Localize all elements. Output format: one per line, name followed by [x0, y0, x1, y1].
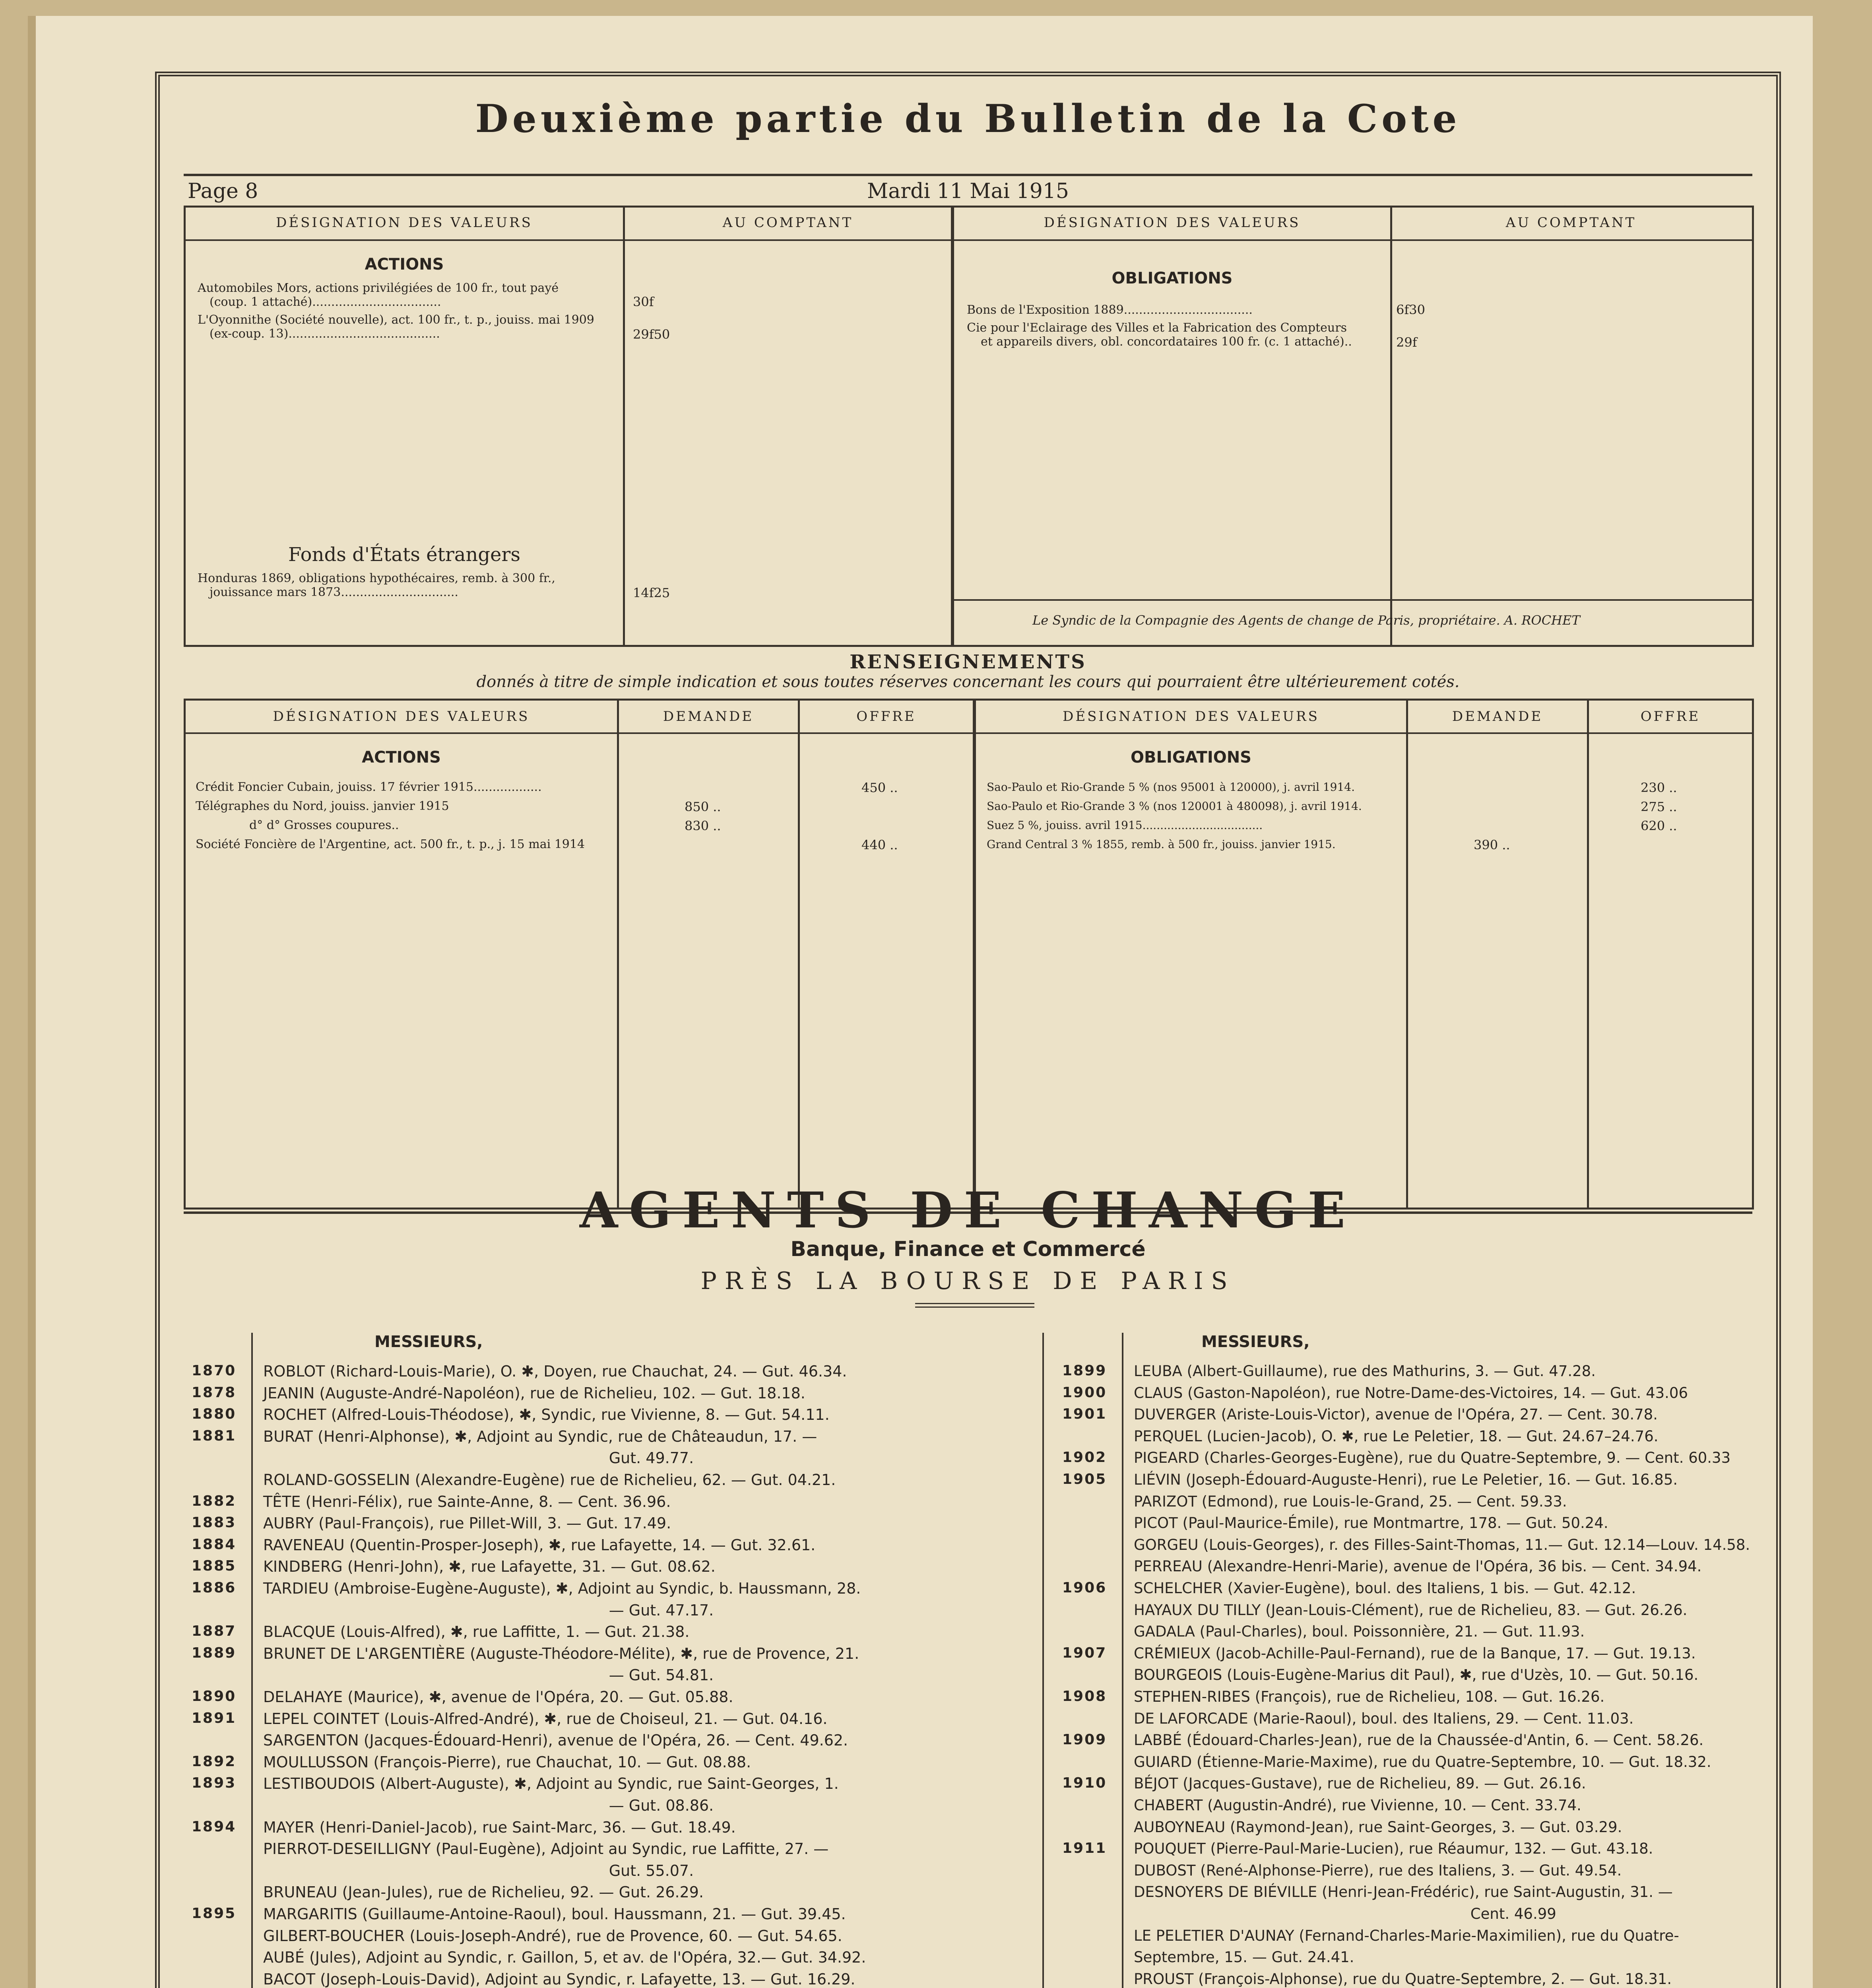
- col-header-designation: DÉSIGNATION DES VALEURS: [1044, 215, 1301, 231]
- demande-value: 850 ..: [685, 799, 721, 814]
- agent-year: 1909: [1062, 1732, 1107, 1748]
- bulletin-frame: [155, 72, 1781, 1988]
- agent-year: 1889: [192, 1644, 237, 1661]
- agent-year: 1906: [1062, 1580, 1107, 1596]
- agent-year: 1885: [192, 1558, 237, 1574]
- syndic-signature: Le Syndic de la Compagnie des Agents de change de Paris, propriétaire. A. ROCHET: [1032, 613, 1580, 628]
- agent-year: 1902: [1062, 1449, 1107, 1466]
- renseignements-subtitle: donnés à titre de simple indication et sous toutes réserves concernant les cours qui pourraient être ultérieurement cotés.: [476, 673, 1460, 691]
- agent-entry: TÊTE (Henri-Félix), rue Sainte-Anne, 8. — Cent. 36.96.: [263, 1493, 671, 1510]
- table-row: Sao-Paulo et Rio-Grande 3 % (nos 120001 à 480098), j. avril 1914.: [987, 800, 1362, 813]
- agent-year: 1911: [1062, 1840, 1107, 1857]
- agent-entry: PERREAU (Alexandre-Henri-Marie), avenue de l'Opéra, 36 bis. — Cent. 34.94.: [1134, 1558, 1702, 1575]
- agent-entry: PROUST (François-Alphonse), rue du Quatre-Septembre, 2. — Gut. 18.31.: [1134, 1970, 1672, 1988]
- agent-entry: BURAT (Henri-Alphonse), ✱, Adjoint au Syndic, rue de Châteaudun, 17. —: [263, 1427, 817, 1445]
- list-item: et appareils divers, obl. concordataires 100 fr. (c. 1 attaché)..: [981, 335, 1352, 349]
- agent-entry: — Gut. 08.86.: [263, 1797, 714, 1814]
- table-row: Suez 5 %, jouiss. avril 1915..................................: [987, 819, 1263, 832]
- offre-value: 230 ..: [1641, 780, 1677, 795]
- table-row: Télégraphes du Nord, jouiss. janvier 1915: [196, 799, 449, 813]
- agent-entry: ROBLOT (Richard-Louis-Marie), O. ✱, Doyen, rue Chauchat, 24. — Gut. 46.34.: [263, 1363, 847, 1380]
- offre-value: 275 ..: [1641, 799, 1677, 814]
- agent-entry: CRÉMIEUX (Jacob-Achille-Paul-Fernand), rue de la Banque, 17. — Gut. 19.13.: [1134, 1644, 1696, 1662]
- messieurs-heading: MESSIEURS,: [1201, 1333, 1310, 1351]
- agent-entry: Septembre, 15. — Gut. 24.41.: [1134, 1949, 1354, 1966]
- offre-value: 450 ..: [861, 780, 898, 795]
- table-row: Grand Central 3 % 1855, remb. à 500 fr., jouiss. janvier 1915.: [987, 838, 1336, 851]
- table-row: Crédit Foncier Cubain, jouiss. 17 février 1915..................: [196, 780, 542, 794]
- table-row: Société Foncière de l'Argentine, act. 500 fr., t. p., j. 15 mai 1914: [196, 837, 585, 851]
- agent-year: 1899: [1062, 1363, 1107, 1379]
- agent-entry: — Gut. 54.81.: [263, 1666, 714, 1684]
- agent-entry: KINDBERG (Henri-John), ✱, rue Lafayette, 31. — Gut. 08.62.: [263, 1558, 716, 1576]
- agent-year: 1883: [192, 1514, 237, 1531]
- agent-entry: Cent. 46.99: [1134, 1905, 1556, 1922]
- agent-year: 1887: [192, 1623, 237, 1640]
- page-header-bar: [184, 174, 1752, 206]
- agent-year: 1884: [192, 1536, 237, 1553]
- list-item: Cie pour l'Eclairage des Villes et la Fabrication des Compteurs: [967, 321, 1347, 335]
- agent-entry: BRUNEAU (Jean-Jules), rue de Richelieu, 92. — Gut. 26.29.: [263, 1883, 704, 1901]
- agent-entry: DUBOST (René-Alphonse-Pierre), rue des Italiens, 3. — Gut. 49.54.: [1134, 1862, 1622, 1879]
- col-header-designation: DÉSIGNATION DES VALEURS: [276, 215, 533, 231]
- agent-entry: PARIZOT (Edmond), rue Louis-le-Grand, 25. — Cent. 59.33.: [1134, 1493, 1567, 1510]
- agent-entry: DUVERGER (Ariste-Louis-Victor), avenue de l'Opéra, 27. — Cent. 30.78.: [1134, 1406, 1658, 1423]
- agent-year: 1910: [1062, 1775, 1107, 1792]
- agent-year: 1881: [192, 1427, 237, 1444]
- agent-year: 1892: [192, 1753, 237, 1770]
- price-value: 29f50: [633, 327, 670, 342]
- agent-year: 1880: [192, 1406, 237, 1423]
- agent-entry: Gut. 55.07.: [263, 1862, 694, 1879]
- col-header-offre: OFFRE: [1640, 709, 1701, 724]
- agent-entry: PERQUEL (Lucien-Jacob), O. ✱, rue Le Peletier, 18. — Gut. 24.67–24.76.: [1134, 1427, 1659, 1445]
- agent-entry: MAYER (Henri-Daniel-Jacob), rue Saint-Marc, 36. — Gut. 18.49.: [263, 1818, 736, 1836]
- agent-entry: BLACQUE (Louis-Alfred), ✱, rue Laffitte, 1. — Gut. 21.38.: [263, 1623, 690, 1641]
- col-header-designation: DÉSIGNATION DES VALEURS: [273, 709, 530, 724]
- agent-entry: GILBERT-BOUCHER (Louis-Joseph-André), rue de Provence, 60. — Gut. 54.65.: [263, 1927, 842, 1945]
- price-value: 6f30: [1396, 302, 1425, 317]
- agent-entry: PICOT (Paul-Maurice-Émile), rue Montmartre, 178. — Gut. 50.24.: [1134, 1514, 1608, 1532]
- section-actions: ACTIONS: [365, 255, 444, 274]
- section-obligations: OBLIGATIONS: [1130, 748, 1251, 767]
- agent-entry: AUBRY (Paul-François), rue Pillet-Will, 3. — Gut. 17.49.: [263, 1514, 671, 1532]
- demande-value: 830 ..: [685, 818, 721, 833]
- price-value: 29f: [1396, 335, 1417, 350]
- agent-entry: JEANIN (Auguste-André-Napoléon), rue de Richelieu, 102. — Gut. 18.18.: [263, 1384, 805, 1402]
- agent-entry: TARDIEU (Ambroise-Eugène-Auguste), ✱, Adjoint au Syndic, b. Haussmann, 28.: [263, 1580, 861, 1597]
- agent-entry: PIERROT-DESEILLIGNY (Paul-Eugène), Adjoint au Syndic, rue Laffitte, 27. —: [263, 1840, 829, 1858]
- agent-year: 1901: [1062, 1406, 1107, 1423]
- page-number: Page 8: [188, 179, 258, 203]
- col-header-designation: DÉSIGNATION DES VALEURS: [1063, 709, 1319, 724]
- agent-entry: CHABERT (Augustin-André), rue Vivienne, 10. — Cent. 33.74.: [1134, 1797, 1581, 1814]
- agent-entry: HAYAUX DU TILLY (Jean-Louis-Clément), rue de Richelieu, 83. — Gut. 26.26.: [1134, 1601, 1688, 1619]
- agent-entry: LESTIBOUDOIS (Albert-Auguste), ✱, Adjoint au Syndic, rue Saint-Georges, 1.: [263, 1775, 839, 1793]
- section-obligations: OBLIGATIONS: [1112, 269, 1233, 287]
- agent-year: 1890: [192, 1688, 237, 1705]
- renseignements-title: RENSEIGNEMENTS: [850, 651, 1086, 673]
- agent-entry: AUBOYNEAU (Raymond-Jean), rue Saint-Georges, 3. — Gut. 03.29.: [1134, 1818, 1622, 1836]
- agent-year: 1882: [192, 1493, 237, 1509]
- demande-value: 390 ..: [1474, 837, 1510, 852]
- section-fonds: Fonds d'États étrangers: [288, 544, 521, 566]
- agent-entry: DESNOYERS DE BIÉVILLE (Henri-Jean-Frédéric), rue Saint-Augustin, 31. —: [1134, 1883, 1673, 1901]
- agents-location: PRÈS LA BOURSE DE PARIS: [700, 1267, 1236, 1295]
- agent-entry: ROCHET (Alfred-Louis-Théodose), ✱, Syndic, rue Vivienne, 8. — Gut. 54.11.: [263, 1406, 830, 1424]
- agent-entry: STEPHEN-RIBES (François), rue de Richelieu, 108. — Gut. 16.26.: [1134, 1688, 1605, 1705]
- agent-entry: BÉJOT (Jacques-Gustave), rue de Richelieu, 89. — Gut. 26.16.: [1134, 1775, 1586, 1792]
- agent-entry: LEUBA (Albert-Guillaume), rue des Mathurins, 3. — Gut. 47.28.: [1134, 1363, 1596, 1380]
- agent-entry: BACOT (Joseph-Louis-David), Adjoint au Syndic, r. Lafayette, 13. — Gut. 16.29.: [263, 1970, 855, 1988]
- col-header-demande: DEMANDE: [663, 709, 754, 724]
- agent-year: 1891: [192, 1710, 237, 1726]
- table-row: d° d° Grosses coupures..: [249, 818, 399, 832]
- list-item: Automobiles Mors, actions privilégiées de 100 fr., tout payé: [198, 281, 559, 295]
- agent-entry: DE LAFORCADE (Marie-Raoul), boul. des Italiens, 29. — Cent. 11.03.: [1134, 1710, 1634, 1727]
- renseignements-table: [184, 699, 1754, 1209]
- agent-year: 1878: [192, 1384, 237, 1401]
- agent-entry: PIGEARD (Charles-Georges-Eugène), rue du Quatre-Septembre, 9. — Cent. 60.33: [1134, 1449, 1731, 1467]
- agent-entry: GUIARD (Étienne-Marie-Maxime), rue du Quatre-Septembre, 10. — Gut. 18.32.: [1134, 1753, 1711, 1771]
- col-header-demande: DEMANDE: [1452, 709, 1543, 724]
- agent-entry: SARGENTON (Jacques-Édouard-Henri), avenue de l'Opéra, 26. — Cent. 49.62.: [263, 1732, 848, 1749]
- offre-value: 620 ..: [1641, 818, 1677, 833]
- col-header-comptant: AU COMPTANT: [722, 215, 854, 231]
- agent-year: 1905: [1062, 1471, 1107, 1487]
- agent-entry: SCHELCHER (Xavier-Eugène), boul. des Italiens, 1 bis. — Gut. 42.12.: [1134, 1580, 1636, 1597]
- agent-entry: GADALA (Paul-Charles), boul. Poissonnière, 21. — Gut. 11.93.: [1134, 1623, 1585, 1640]
- col-header-offre: OFFRE: [856, 709, 916, 724]
- agent-entry: — Gut. 47.17.: [263, 1601, 714, 1619]
- agent-year: 1870: [192, 1363, 237, 1379]
- list-item: jouissance mars 1873...............................: [210, 585, 458, 599]
- messieurs-heading: MESSIEURS,: [374, 1333, 483, 1351]
- page-title: Deuxième partie du Bulletin de la Cote: [475, 96, 1461, 141]
- col-header-comptant: AU COMPTANT: [1505, 215, 1637, 231]
- table-row: Sao-Paulo et Rio-Grande 5 % (nos 95001 à 120000), j. avril 1914.: [987, 780, 1355, 794]
- price-value: 30f: [633, 294, 654, 309]
- agent-entry: MARGARITIS (Guillaume-Antoine-Raoul), boul. Haussmann, 21. — Gut. 39.45.: [263, 1905, 846, 1923]
- list-item: Honduras 1869, obligations hypothécaires, remb. à 300 fr.,: [198, 571, 555, 585]
- agent-entry: DELAHAYE (Maurice), ✱, avenue de l'Opéra, 20. — Gut. 05.88.: [263, 1688, 733, 1706]
- list-item: (ex-coup. 13)........................................: [210, 327, 440, 341]
- section-actions: ACTIONS: [362, 748, 441, 767]
- page-date: Mardi 11 Mai 1915: [867, 179, 1069, 203]
- agents-subtitle: Banque, Finance et Commercé: [790, 1237, 1146, 1261]
- offre-value: 440 ..: [861, 837, 898, 852]
- agent-year: 1886: [192, 1580, 237, 1596]
- ornament-rule: [915, 1303, 1034, 1308]
- agent-entry: GORGEU (Louis-Georges), r. des Filles-Saint-Thomas, 11.— Gut. 12.14—Louv. 14.58.: [1134, 1536, 1750, 1553]
- agent-entry: CLAUS (Gaston-Napoléon), rue Notre-Dame-des-Victoires, 14. — Gut. 43.06: [1134, 1384, 1688, 1402]
- agent-entry: LIÉVIN (Joseph-Édouard-Auguste-Henri), rue Le Peletier, 16. — Gut. 16.85.: [1134, 1471, 1678, 1488]
- agent-entry: LABBÉ (Édouard-Charles-Jean), rue de la Chaussée-d'Antin, 6. — Cent. 58.26.: [1134, 1732, 1704, 1749]
- agent-entry: BRUNET DE L'ARGENTIÈRE (Auguste-Théodore-Mélite), ✱, rue de Provence, 21.: [263, 1644, 859, 1662]
- list-item: (coup. 1 attaché)..................................: [210, 295, 441, 309]
- agent-entry: LE PELETIER D'AUNAY (Fernand-Charles-Marie-Maximilien), rue du Quatre-: [1134, 1927, 1679, 1944]
- agent-entry: AUBÉ (Jules), Adjoint au Syndic, r. Gaillon, 5, et av. de l'Opéra, 32.— Gut. 34.92.: [263, 1949, 866, 1967]
- agents-title: AGENTS DE CHANGE: [580, 1182, 1356, 1239]
- agent-year: 1893: [192, 1775, 237, 1792]
- agent-year: 1908: [1062, 1688, 1107, 1705]
- agent-year: 1907: [1062, 1644, 1107, 1661]
- agent-year: 1900: [1062, 1384, 1107, 1401]
- agent-entry: LEPEL COINTET (Louis-Alfred-André), ✱, rue de Choiseul, 21. — Gut. 04.16.: [263, 1710, 828, 1728]
- list-item: L'Oyonnithe (Société nouvelle), act. 100 fr., t. p., jouiss. mai 1909: [198, 313, 594, 327]
- agent-year: 1895: [192, 1905, 237, 1922]
- agent-entry: Gut. 49.77.: [263, 1449, 694, 1467]
- agent-year: 1894: [192, 1818, 237, 1835]
- agent-entry: ROLAND-GOSSELIN (Alexandre-Eugène) rue de Richelieu, 62. — Gut. 04.21.: [263, 1471, 836, 1489]
- price-value: 14f25: [633, 585, 670, 600]
- agent-entry: MOULLUSSON (François-Pierre), rue Chauchat, 10. — Gut. 08.88.: [263, 1753, 751, 1771]
- agent-entry: RAVENEAU (Quentin-Prosper-Joseph), ✱, rue Lafayette, 14. — Gut. 32.61.: [263, 1536, 816, 1554]
- agent-entry: POUQUET (Pierre-Paul-Marie-Lucien), rue Réaumur, 132. — Gut. 43.18.: [1134, 1840, 1653, 1858]
- list-item: Bons de l'Exposition 1889..................................: [967, 303, 1253, 317]
- comptant-table: [184, 206, 1754, 647]
- agent-entry: BOURGEOIS (Louis-Eugène-Marius dit Paul), ✱, rue d'Uzès, 10. — Gut. 50.16.: [1134, 1666, 1699, 1684]
